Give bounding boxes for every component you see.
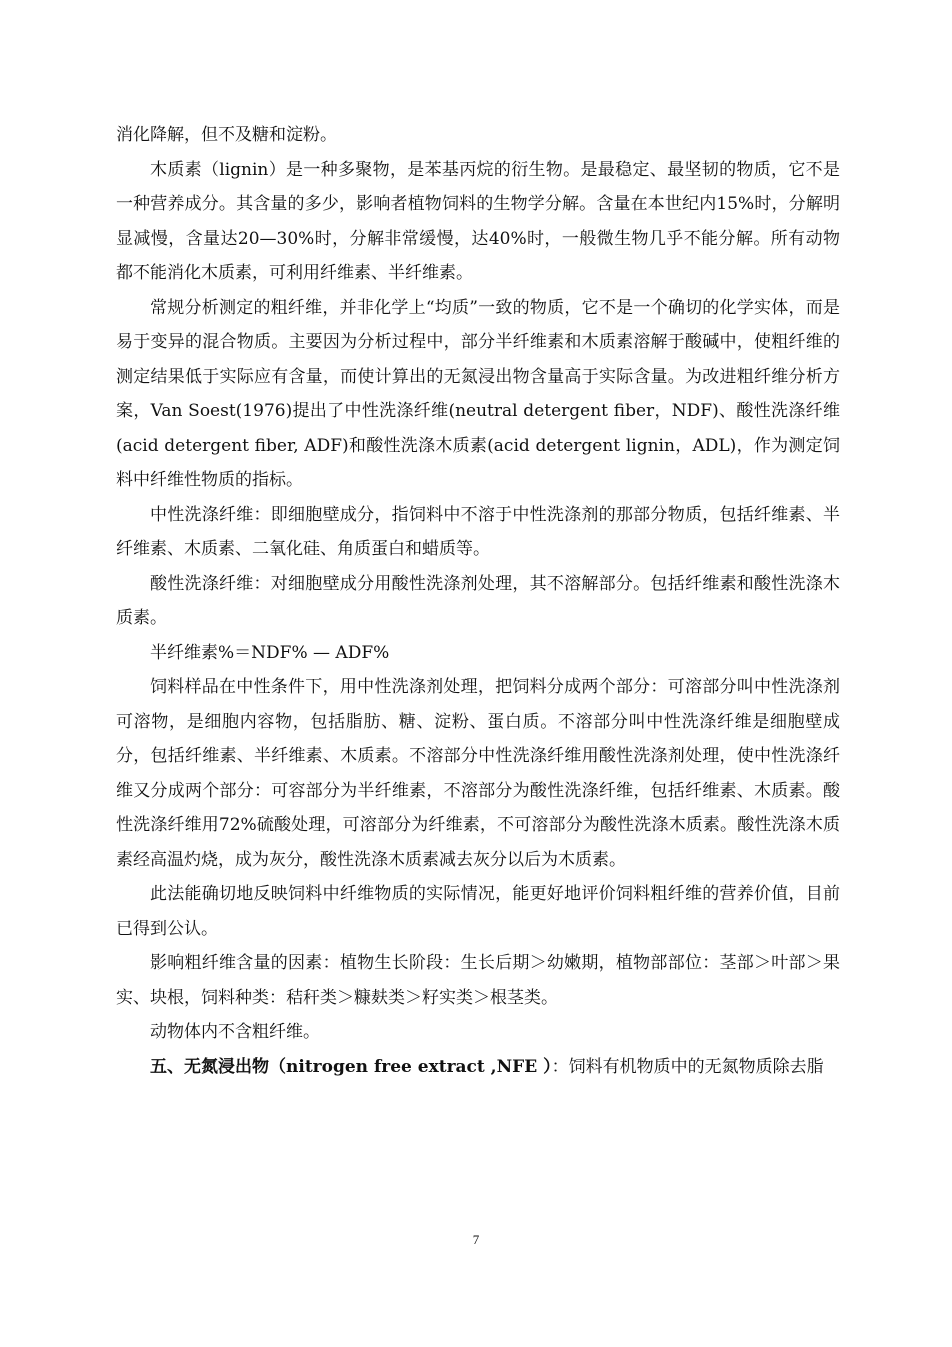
paragraph-procedure: 饲料样品在中性条件下，用中性洗涤剂处理，把饲料分成两个部分：可溶部分叫中性洗涤剂可溶物，是细胞内容物，包括脂肪、糖、淀粉、蛋白质。不溶部分叫中性洗涤纤维是细胞壁成分，包括纤维素、半纤维素、木质素。不溶部分中性洗涤纤维用酸性洗涤剂处理，使中性洗涤纤维又分成两个部分：可容部分为半纤维素，不溶部分为酸性洗涤纤维，包括纤维素、木质素。酸性洗涤纤维用72%硫酸处理，可溶部分为纤维素，不可溶部分为酸性洗涤木质素。酸性洗涤木质素经高温灼烧，成为灰分，酸性洗涤木质素减去灰分以后为木质素。 [116, 677, 840, 870]
paragraph-animals: 动物体内不含粗纤维。 [150, 1022, 320, 1042]
body-text [116, 118, 840, 1084]
paragraph-crude-fiber: 常规分析测定的粗纤维，并非化学上“均质”一致的物质，它不是一个确切的化学实体，而是易于变异的混合物质。主要因为分析过程中，部分半纤维素和木质素溶解于酸碱中，使粗纤维的测定结果低于实际应有含量，而使计算出的无氮浸出物含量高于实际含量。为改进粗纤维分析方案，Van Soest(1976)提出了中性洗涤纤维(neutral detergent fiber，NDF)、酸性洗涤纤维(acid detergent fiber, ADF)和酸性洗涤木质素(acid detergent lignin，ADL)，作为测定饲料中纤维性物质的指标。 [116, 297, 840, 490]
paragraph-ndf-definition: 中性洗涤纤维：即细胞壁成分，指饲料中不溶于中性洗涤剂的那部分物质，包括纤维素、半纤维素、木质素、二氧化硅、角质蛋白和蜡质等。 [116, 504, 840, 559]
section-five-heading: 五、无氮浸出物（nitrogen free extract ,NFE ） [150, 1056, 552, 1077]
section-five-text: ：饲料有机物质中的无氮物质除去脂 [551, 1056, 824, 1077]
page-number: 7 [472, 1232, 480, 1247]
paragraph-adf-definition: 酸性洗涤纤维：对细胞壁成分用酸性洗涤剂处理，其不溶解部分。包括纤维素和酸性洗涤木质素。 [116, 573, 840, 628]
section-five-paragraph [116, 1050, 840, 1085]
paragraph-method-value: 此法能确切地反映饲料中纤维物质的实际情况，能更好地评价饲料粗纤维的营养价值，目前已得到公认。 [116, 884, 840, 939]
paragraph-continuation: 消化降解，但不及糖和淀粉。 [116, 125, 337, 145]
formula-hemicellulose: 半纤维素%＝NDF% — ADF% [150, 642, 390, 663]
paragraph-factors: 影响粗纤维含量的因素：植物生长阶段：生长后期＞幼嫩期，植物部部位：茎部＞叶部＞果实、块根，饲料种类：秸秆类＞糠麸类＞籽实类＞根茎类。 [116, 953, 840, 1008]
paragraph-lignin: 木质素（lignin）是一种多聚物，是苯基丙烷的衍生物。是最稳定、最坚韧的物质，它不是一种营养成分。其含量的多少，影响者植物饲料的生物学分解。含量在本世纪内15%时，分解明显减慢，含量达20—30%时，分解非常缓慢，达40%时，一般微生物几乎不能分解。所有动物都不能消化木质素，可利用纤维素、半纤维素。 [116, 159, 840, 283]
